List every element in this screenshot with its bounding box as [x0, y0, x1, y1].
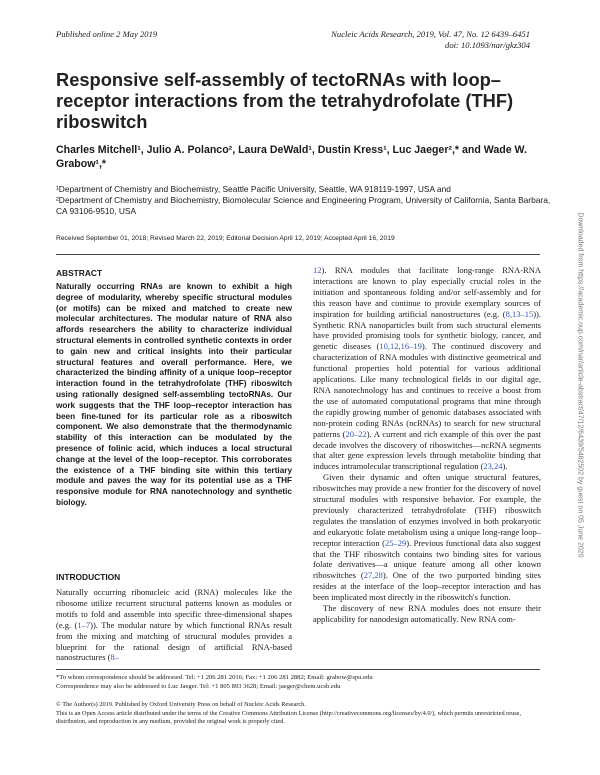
abstract-text: Naturally occurring RNAs are known to exhibit a high degree of modularity, whereby specific structural modules (or motifs) can be mixed and matched to create new molecular architectures. The modular nature of RNA also affords researchers the ability to characterize individual structural elements in controlled synthetic contexts in order to gain new and critical insights into their particular structural features and overall performance. Here, we characterized the binding affinity of a unique loop–receptor interaction found in the tetrahydrofolate (THF) riboswitch using rationally designed self-assembling tectoRNAs. Our work suggests that the THF loop–receptor interaction has been fine-tuned for its particular role as a riboswitch component. We also demonstrate that the thermodynamic stability of this interaction can be modulated by the presence of folinic acid, which induces a local structural change at the level of the loop–receptor. This corroborates the existence of a THF binding site within this tertiary module and paves the way for its potential use as a THF responsive module for RNA nanotechnology and synthetic biology. [56, 282, 292, 507]
introduction-heading: INTRODUCTION [56, 572, 121, 582]
download-sidebar [573, 195, 587, 575]
text-part: ). RNA modules that facilitate long-range RNA-RNA interactions are known to play especially crucial roles in the initiation and spontaneous folding and/or self-assembly and for this reason have and continue to provide exemplary sources of inspiration for building artificial nanostructures (e.g. ( [313, 265, 541, 319]
paragraph [313, 472, 541, 603]
citation-link[interactable]: 27,28 [363, 570, 383, 581]
text-part: ). The continued discovery and characterization of RNA modules with distinctive geometrical and functional properties hold potential for various additional applications. Like many technological fields in our digital age, RNA nanotechnology has and continues to receive a boost from the use of automated computational programs that mine through the rapidly growing number of genomic databases associated with non-protein coding RNAs (ncRNAs) to search for new structural patterns ( [313, 341, 541, 439]
copyright-line-1: © The Author(s) 2019. Published by Oxford University Press on behalf of Nucleic Acids Research. [56, 701, 306, 708]
text-part: ). One of the two purported binding sites resides at the interface of the loop–receptor interaction and has been implicated most directly in the riboswitch's function. [313, 570, 541, 603]
citation-link[interactable]: 1–7 [77, 619, 91, 630]
citation-link[interactable]: 8– [110, 652, 120, 663]
author-list: Charles Mitchell¹, Julio A. Polanco², Laura DeWald¹, Dustin Kress¹, Luc Jaeger²,* and Wade W. Grabow¹,* [56, 144, 527, 170]
intro-text-part: Naturally occurring ribonucleic acid (RNA) molecules like the ribosome utilize recurrent structural patterns known as modules or motifs to fold and assemble into specific three-dimensional shapes (e.g. ( [56, 587, 292, 630]
header-journal-citation [331, 29, 530, 51]
header-published-date: Published online 2 May 2019 [56, 29, 158, 39]
affiliation-2: ²Department of Chemistry and Biochemistry, Biomolecular Science and Engineering Program, University of California, Santa Barbara, CA 93106-9510, USA [56, 195, 551, 217]
affiliation-1: ¹Department of Chemistry and Biochemistry, Seattle Pacific University, Seattle, WA 918119-1997, USA and [56, 184, 451, 194]
correspondence-line-2: Correspondence may also be addressed to Luc Jaeger. Tel: +1 805 893 3628; Email: jaeger@chem.ucsb.edu [56, 683, 341, 691]
copyright-notice [56, 701, 546, 727]
abstract-heading: ABSTRACT [56, 268, 103, 278]
citation-link[interactable]: 10,12,16–19 [379, 341, 422, 352]
received-dates: Received September 01, 2018; Revised March 22, 2019; Editorial Decision April 12, 2019; Accepted April 16, 2019 [56, 235, 395, 242]
header-doi[interactable]: doi: 10.1093/nar/gkz304 [445, 40, 530, 50]
divider-top [56, 254, 540, 255]
intro-text-part: )). The modular nature by which functional RNAs result from the mixing and matching of structural modules provides a blueprint for the rational design of artificial RNA-based nanostructures ( [56, 619, 292, 663]
text-part: ). Previous functional data also suggest that the THF riboswitch contains two binding sites for various folate derivatives—a unique feature among all other known riboswitches ( [313, 537, 541, 581]
correspondence-line-1: *To whom correspondence should be addressed. Tel: +1 206 281 2016; Fax: +1 206 281 2882; Email: grabow@spu.edu [56, 674, 373, 681]
citation-link[interactable]: 12 [313, 265, 322, 275]
divider-bottom [56, 669, 540, 670]
paragraph: The discovery of new RNA modules does not ensure their applicability for nanodesign automatically. New RNA com- [313, 603, 541, 624]
citation-link[interactable]: 25–29 [384, 537, 407, 548]
download-notice: Downloaded from https://academic.oup.com/nar/article-abstract/47/12/6439/5482502 by guest on 05 June 2020 [576, 212, 584, 558]
copyright-line-2: This is an Open Access article distributed under the terms of the Creative Commons Attribution License (http://creativecommons.org/licenses/by/4.0/), which permits unrestricted reuse, distribution, and reproduction in any medium, provided the original work is properly cited. [56, 709, 522, 726]
citation-link[interactable]: 23,24 [483, 461, 503, 472]
citation-link[interactable]: 8,13–15 [505, 308, 534, 319]
citation-link[interactable]: 20–22 [345, 428, 367, 439]
text-part: )). Synthetic RNA nanoparticles built from such structural elements have provided promising tools for synthetic biology, cancer, and genetic diseases ( [313, 308, 541, 352]
affiliations [56, 184, 556, 218]
header-journal-line: Nucleic Acids Research, 2019, Vol. 47, No. 12 6439–6451 [331, 29, 530, 39]
right-column-text [313, 265, 541, 625]
text-part: ). [502, 461, 508, 472]
paragraph [313, 265, 541, 472]
article-title: Responsive self-assembly of tectoRNAs with loop–receptor interactions from the tetrahydrofolate (THF) riboswitch [56, 69, 514, 132]
text-part: Given their dynamic and often unique structural features, riboswitches may provide a new frontier for the discovery of novel structural modules with responsive behavior. For example, the previously characterized tetrahydrofolate (THF) riboswitch regulates the translation of enzymes involved in both prokaryotic and eukaryotic folate metabolism using a unique long-range loop–receptor interaction ( [313, 472, 541, 548]
introduction-text [56, 587, 292, 663]
correspondence-note [56, 673, 546, 691]
text-part: ). A current and rich example of this over the past decade involves the discovery of riboswitches—ncRNA segments that alter gene expression levels through metabolite binding that induces intramolecular transcriptional regulation ( [313, 428, 541, 472]
